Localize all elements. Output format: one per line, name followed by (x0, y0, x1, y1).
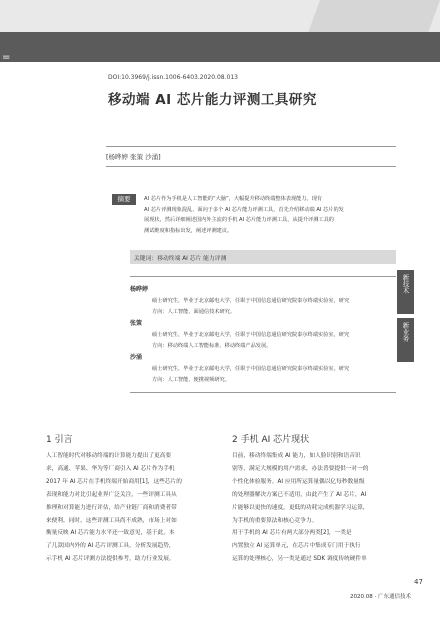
side-tab-new-tech (397, 270, 414, 314)
bio-line: 方向：人工智能、面通信技术研究。 (152, 309, 236, 315)
bio-line: 方向：人工智能、便携视频研究。 (152, 377, 230, 383)
side-tab-label: 新技术 (401, 274, 410, 294)
corner-mark: = (2, 52, 11, 63)
bio-line: 方向：移动终端人工智能标准、移动终端产品发展。 (152, 343, 272, 349)
body-line: 内置独立 AI 运算单元，在芯片中集成专门用于执行 (232, 543, 361, 550)
body-line: 来便利。同时，这些评测工具尚不成熟，市场上对如 (46, 517, 177, 524)
doi: DOI:10.3969/j.issn.1006-6403.2020.08.013 (108, 74, 238, 81)
paper-title: 移动端 AI 芯片能力评测工具研究 (108, 92, 317, 108)
divider-bios (130, 392, 396, 393)
section-2-body (232, 450, 418, 566)
bio-name: 张策 (130, 320, 143, 327)
body-line: 2017 年 AI 芯片在手机终端开始商用[1]，这些芯片的 (46, 478, 182, 485)
section-1-body (46, 450, 232, 566)
side-tab-label: 新业务 (401, 322, 410, 342)
body-line: 用于手机的 AI 芯片有两大部分两类[2]，一类是 (232, 530, 352, 537)
body-line: 为手机的重要算法和核心竞争力。 (232, 517, 318, 524)
body-line: 推理和对算能力进行评估，给产业链厂商和消费者带 (46, 504, 177, 511)
header-dark-strip (0, 32, 440, 62)
abstract-line: AI 芯片评测现象混乱，面向于多个 AI 芯片能力评测工具，首先介绍移动端 AI 芯片的发 (144, 206, 344, 213)
divider-keywords (130, 276, 396, 277)
body-line: 求，高通、苹果、华为等厂商引入 AI 芯片作为手机 (46, 465, 175, 472)
body-line: 个性化体验服务。AI 应用所运算量偶以亿每秒数量级 (232, 478, 365, 485)
body-line: 了几款国内外的 AI 芯片评测工具，分析发展趋势， (46, 543, 175, 550)
bio-line: 硕士研究生，毕业于北京邮电大学，任职于中国信息通信研究院泰尔终端实验室，研究 (152, 366, 350, 372)
bio-text (152, 296, 392, 318)
body-line: 运算的处理核心，另一类是通过 SDK 调度传统硬件单 (232, 556, 367, 563)
section-2-title: 2 手机 AI 芯片现状 (232, 435, 310, 445)
body-line: 目前，移动终端集成 AI 能力，如人脸识别和语音识 (232, 453, 361, 459)
side-tab-new-business (397, 318, 414, 362)
bio-name: 沙涌 (130, 354, 143, 361)
bio-line: 硕士研究生，毕业于北京邮电大学，任职于中国信息通信研究院泰尔终端实验室，研究 (152, 298, 350, 304)
body-line: 衡量反映 AI 芯片能力水平还一致意见，基于此，本 (46, 530, 175, 537)
keywords: 关键词：移动终端 AI 芯片 能力评测 (134, 256, 227, 262)
authors: [杨晔婷 张策 沙涌] (106, 153, 161, 161)
body-line: 人工智能时代对移动终端的计算能力提出了更高要 (46, 453, 172, 459)
page-number: 47 (414, 578, 423, 586)
divider-authors (106, 166, 396, 167)
abstract-label: 摘要 (112, 194, 136, 205)
abstract (144, 194, 390, 236)
bio-text (152, 330, 392, 352)
footer: 2020.08 · 广东通信技术 (350, 594, 411, 600)
body-line: 的处理器解决方案已不适用，由此产生了 AI 芯片，AI (232, 491, 367, 498)
bio-line: 硕士研究生，毕业于北京邮电大学，任职于中国信息通信研究院泰尔终端实验室，研究 (152, 332, 350, 338)
body-line: 示手机 AI 芯片评测方法提供参考，助力行业发展。 (46, 556, 175, 563)
bio-text (152, 364, 392, 386)
body-line: 别等，满足大规模的用户需求，办法普要提供一对一的 (232, 465, 369, 472)
abstract-line: AI 芯片作为手机是人工智能的“大脑”，大幅提升移动终端整体表现能力。现有 (144, 196, 323, 202)
abstract-line: 测试维度和指标出发，阐述评测建议。 (144, 227, 233, 234)
header-band (0, 0, 440, 62)
body-line: 表现和能力对比引起业界广泛关注，一些评测工具从 (46, 491, 177, 498)
body-line: 片能够以更快的速度，更低的功耗完成机器学习运算， (232, 504, 369, 511)
abstract-line: 展现状，然后详细阐述国内外主流的手机 AI 芯片能力评测工具，从提升评测工具的 (144, 217, 334, 223)
divider-top (106, 146, 396, 147)
bio-name: 杨晔婷 (130, 286, 149, 293)
section-1-title: 1 引言 (46, 435, 73, 445)
